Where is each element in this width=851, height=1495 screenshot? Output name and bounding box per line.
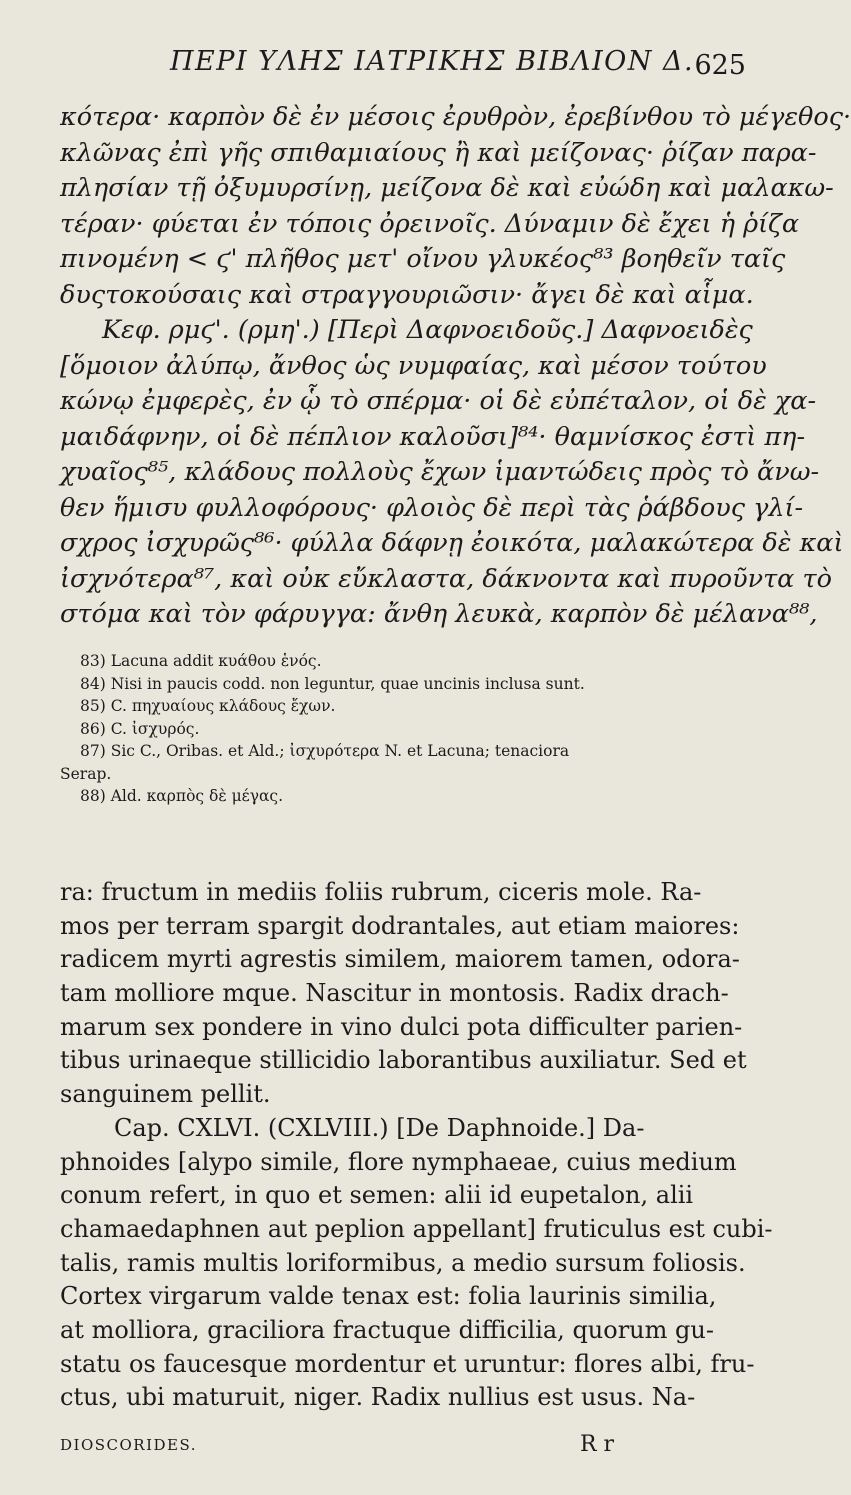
greek-line: κλῶνας ἐπὶ γῆς σπιθαμιαίους ἢ καὶ μείζονας· ῥίζαν παρα- bbox=[60, 137, 817, 168]
latin-line: conum refert, in quo et semen: alii id eupetalon, alii bbox=[60, 1181, 694, 1210]
greek-line: μαιδάφνην, οἱ δὲ πέπλιον καλοῦσι]⁸⁴· θαμνίσκος ἐστὶ πη- bbox=[60, 421, 806, 452]
running-title: ΠΕΡΙ ΥΛΗΣ ΙΑΤΡΙΚΗΣ ΒΙΒΛΙΟΝ Δ. bbox=[170, 46, 695, 77]
greek-line: τέραν· φύεται ἐν τόποις ὀρεινοῖς. Δύναμιν δὲ ἔχει ἡ ῥίζα bbox=[60, 208, 800, 239]
footnote: 88) Ald. καρπὸς δὲ μέγας. bbox=[80, 787, 284, 805]
latin-line: ctus, ubi maturuit, niger. Radix nullius est usus. Na- bbox=[60, 1383, 696, 1412]
latin-line: statu os faucesque mordentur et uruntur: flores albi, fru- bbox=[60, 1349, 755, 1378]
greek-line: θεν ἥμισυ φυλλοφόρους· φλοιὸς δὲ περὶ τὰς ῥάβδους γλί- bbox=[60, 492, 804, 523]
latin-text-block bbox=[60, 876, 773, 1415]
latin-line: radicem myrti agrestis similem, maiorem tamen, odora- bbox=[60, 945, 740, 974]
greek-line: σχρος ἰσχυρῶς⁸⁶· φύλλα δάφνῃ ἐοικότα, μαλακώτερα δὲ καὶ bbox=[60, 528, 844, 558]
signature-mark: DIOSCORIDES. bbox=[60, 1436, 198, 1454]
latin-line: ra: fructum in mediis foliis rubrum, ciceris mole. Ra- bbox=[60, 878, 702, 906]
greek-line: [ὅμοιον ἀλύπῳ, ἄνθος ὡς νυμφαίας, καὶ μέσον τούτου bbox=[60, 350, 767, 381]
latin-line: tibus urinaeque stillicidio laborantibus auxiliatur. Sed et bbox=[60, 1046, 747, 1075]
footnote: 86) C. ἰσχυρός. bbox=[80, 719, 200, 738]
footnotes bbox=[60, 650, 760, 808]
page-footer bbox=[60, 1432, 760, 1462]
gathering-signature: R r bbox=[580, 1432, 615, 1457]
latin-line: sanguinem pellit. bbox=[60, 1080, 271, 1109]
greek-line: κώνῳ ἐμφερὲς, ἐν ᾧ τὸ σπέρμα· οἱ δὲ εὐπέταλον, οἱ δὲ χα- bbox=[60, 386, 817, 416]
latin-line: Cortex virgarum valde tenax est: folia laurinis similia, bbox=[60, 1282, 717, 1311]
greek-line: στόμα καὶ τὸν φάρυγγα: ἄνθη λευκὰ, καρπὸν δὲ μέλανα⁸⁸, bbox=[60, 599, 818, 629]
latin-line: marum sex pondere in vino dulci pota difficulter parien- bbox=[60, 1012, 743, 1041]
latin-line: chamaedaphnen aut peplion appellant] fruticulus est cubi- bbox=[60, 1214, 773, 1243]
latin-line: mos per terram spargit dodrantales, aut etiam maiores: bbox=[60, 911, 740, 940]
latin-line: talis, ramis multis loriformibus, a medio sursum foliosis. bbox=[60, 1248, 746, 1277]
greek-text-block bbox=[60, 100, 851, 633]
latin-line: tam molliore mque. Nascitur in montosis. Radix drach- bbox=[60, 979, 729, 1008]
greek-line: δυςτοκούσαις καὶ στραγγουριῶσιν· ἄγει δὲ καὶ αἷμα. bbox=[60, 279, 754, 310]
footnote: 83) Lacuna addit κυάθου ἑνός. bbox=[80, 652, 322, 670]
footnote: 87) Sic C., Oribas. et Ald.; ἰσχυρότερα N. et Lacuna; tenaciora bbox=[80, 742, 570, 760]
page-header bbox=[60, 44, 756, 88]
page-number: 625 bbox=[694, 50, 746, 81]
greek-line: χυαῖος⁸⁵, κλάδους πολλοὺς ἔχων ἱμαντώδεις πρὸς τὸ ἄνω- bbox=[60, 457, 820, 487]
greek-line: κότερα· καρπὸν δὲ ἐν μέσοις ἐρυθρὸν, ἐρεβίνθου τὸ μέγεθος· bbox=[60, 102, 851, 132]
footnote: 85) C. πηχυαίους κλάδους ἔχων. bbox=[80, 697, 336, 715]
latin-line: phnoides [alypo simile, flore nymphaeae, cuius medium bbox=[60, 1147, 737, 1176]
greek-line: πινομένη < ϛ' πλῆθος μετ' οἴνου γλυκέος⁸³ βοηθεῖν ταῖς bbox=[60, 244, 786, 274]
footnote-continuation: Serap. bbox=[60, 764, 112, 783]
latin-line: at molliora, graciliora fractuque difficilia, quorum gu- bbox=[60, 1315, 714, 1344]
greek-line: ἰσχνότερα⁸⁷, καὶ οὐκ εὔκλαστα, δάκνοντα καὶ πυροῦντα τὸ bbox=[60, 563, 832, 594]
greek-chapter-heading: Κεφ. ρμϛ'. (ρμη'.) [Περὶ Δαφνοειδοῦς.] Δαφνοειδὲς bbox=[102, 315, 753, 345]
footnote: 84) Nisi in paucis codd. non leguntur, quae uncinis inclusa sunt. bbox=[80, 674, 585, 693]
greek-line: πλησίαν τῇ ὀξυμυρσίνῃ, μείζονα δὲ καὶ εὐώδη καὶ μαλακω- bbox=[60, 173, 834, 203]
latin-chapter-heading: Cap. CXLVI. (CXLVIII.) [De Daphnoide.] Da- bbox=[114, 1113, 645, 1142]
